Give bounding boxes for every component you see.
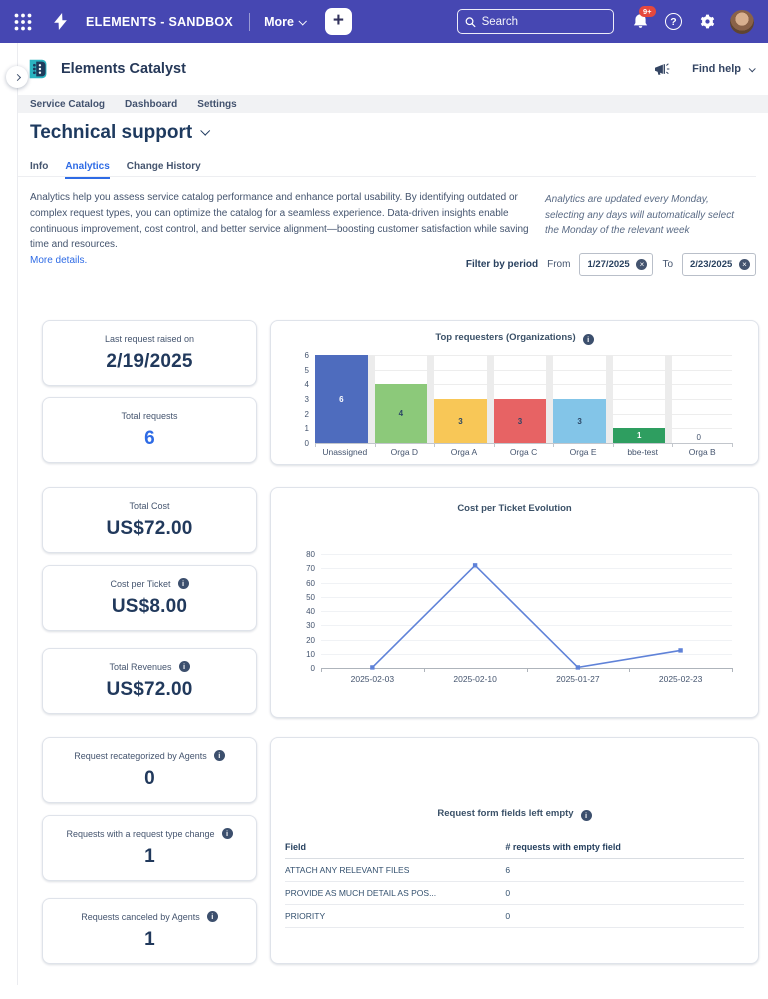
table-header-row — [285, 836, 744, 859]
info-icon[interactable]: i — [207, 911, 218, 922]
stat-card-cost-per-ticket — [42, 565, 257, 631]
stat-label: Total Revenues — [109, 661, 172, 672]
x-tick — [527, 668, 528, 672]
bar-Orga A[interactable] — [434, 399, 487, 443]
gear-icon — [698, 13, 715, 30]
grid-icon — [14, 13, 32, 31]
info-icon[interactable]: i — [214, 750, 225, 761]
bar-value-label: 3 — [517, 416, 523, 426]
stat-value: 6 — [144, 427, 155, 449]
app-nav-settings[interactable]: Settings — [197, 98, 237, 110]
x-tick-label: Orga D — [390, 447, 419, 457]
bar-value-label: 6 — [339, 394, 344, 404]
stat-value: US$8.00 — [111, 596, 188, 617]
stat-label: Total requests — [121, 410, 178, 421]
empty-count-cell: 0 — [505, 888, 511, 898]
y-tick-label: 30 — [306, 621, 315, 631]
x-tick-label: 2025-02-23 — [658, 674, 703, 684]
x-tick-label: Orga C — [509, 447, 538, 457]
chart-title-text: Cost per Ticket Evolution — [457, 503, 572, 514]
y-tick-label: 1 — [304, 424, 309, 434]
more-menu-button[interactable] — [264, 15, 305, 29]
column-header: Field — [285, 842, 307, 852]
x-tick-label: Orga A — [450, 447, 478, 457]
stat-label: Last request raised on — [104, 333, 195, 344]
bar-x-labels — [315, 447, 732, 457]
find-help-label: Find help — [692, 63, 741, 75]
info-icon[interactable]: i — [179, 661, 190, 672]
category-stripe — [427, 355, 434, 443]
bar-value-label: 1 — [636, 431, 642, 441]
to-date-input[interactable] — [690, 259, 739, 270]
update-schedule-note: Analytics are updated every Monday, selecting any days will automatically select the Monday of the relevant week — [545, 194, 734, 236]
stat-label: Cost per Ticket — [110, 578, 171, 589]
y-tick-label: 0 — [304, 439, 309, 448]
top-navigation-bar — [0, 0, 768, 43]
x-tick-label: 2025-01-27 — [556, 674, 600, 684]
line-chart-card — [270, 487, 759, 718]
create-button[interactable] — [325, 8, 352, 35]
chart-title-text: Request form fields left empty — [437, 808, 574, 819]
column-header: # requests with empty field — [505, 842, 621, 852]
empty-fields-table-card — [270, 737, 759, 964]
app-nav-dashboard[interactable]: Dashboard — [125, 98, 178, 110]
y-tick-label: 70 — [306, 564, 315, 574]
find-help-menu[interactable] — [654, 62, 754, 76]
bar-bbe-test[interactable] — [613, 428, 666, 443]
y-tick-label: 2 — [304, 409, 309, 419]
chevron-down-icon — [749, 65, 756, 72]
bar-chart-card — [270, 320, 759, 465]
y-tick-label: 3 — [304, 395, 309, 404]
app-nav-service-catalog[interactable]: Service Catalog — [30, 98, 106, 110]
more-details-link[interactable]: More details. — [30, 255, 88, 267]
stat-value: 0 — [144, 768, 155, 789]
table-row — [285, 882, 744, 905]
x-tick-label: bbe-test — [627, 447, 659, 457]
stat-card-canceled — [42, 898, 257, 964]
to-date-field[interactable] — [682, 253, 756, 276]
x-tick — [375, 443, 376, 447]
y-tick-label: 4 — [304, 380, 309, 390]
x-tick — [672, 443, 673, 447]
y-tick-label: 80 — [306, 550, 315, 559]
info-icon[interactable]: i — [583, 334, 594, 345]
data-point[interactable] — [576, 665, 580, 669]
bar-slot — [494, 355, 554, 443]
question-mark-icon: ? — [670, 15, 677, 28]
stat-value: US$72.00 — [106, 679, 193, 700]
elements-catalyst-logo — [26, 56, 52, 82]
field-name-cell: ATTACH ANY RELEVANT FILES — [285, 865, 410, 875]
field-name-cell: PROVIDE AS MUCH DETAIL AS POS... — [285, 888, 437, 898]
stat-card-recategorized — [42, 737, 257, 803]
help-button[interactable] — [665, 13, 682, 30]
bar-Unassigned[interactable] — [315, 355, 368, 443]
category-stripe — [546, 355, 553, 443]
x-tick — [315, 443, 316, 447]
table-row — [285, 859, 744, 882]
more-label: More — [264, 14, 294, 29]
tabs-divider — [18, 176, 756, 177]
y-tick-label: 0 — [310, 664, 315, 673]
page-title-dropdown[interactable] — [30, 122, 208, 144]
search-icon — [465, 16, 476, 28]
x-tick-label: Orga B — [688, 447, 716, 457]
clear-to-date-icon[interactable]: × — [739, 259, 750, 270]
y-tick-label: 10 — [306, 649, 315, 659]
tab-change-history[interactable]: Change History — [126, 161, 201, 172]
x-tick — [732, 668, 733, 672]
stat-label: Request recategorized by Agents — [74, 750, 207, 761]
empty-count-cell: 6 — [505, 865, 511, 875]
bar-slot — [672, 355, 732, 443]
bar-slot — [315, 355, 375, 443]
line-chart-plot — [306, 550, 732, 673]
category-stripe — [368, 355, 375, 443]
bar-slot — [434, 355, 494, 443]
stat-label: Total Cost — [129, 500, 170, 511]
y-tick-label: 20 — [306, 635, 315, 645]
stat-card-total-cost — [42, 487, 257, 553]
tab-analytics[interactable]: Analytics — [65, 161, 109, 179]
lightning-icon — [53, 13, 68, 30]
bar-value-label: 3 — [458, 416, 463, 426]
x-tick-label: Orga E — [569, 447, 597, 457]
line-series-svg — [321, 554, 732, 667]
expand-sidebar-button[interactable] — [6, 66, 28, 88]
x-tick — [494, 443, 495, 447]
sidebar-divider — [17, 43, 18, 985]
x-tick — [732, 443, 733, 447]
from-label: From — [547, 259, 571, 270]
line-chart-title — [271, 503, 758, 514]
app-switcher-icon[interactable] — [14, 13, 32, 31]
category-stripe — [487, 355, 494, 443]
info-icon[interactable]: i — [581, 810, 592, 821]
stat-value: 1 — [144, 929, 155, 950]
tab-info[interactable]: Info — [30, 161, 49, 172]
x-tick-label: 2025-02-03 — [350, 674, 395, 684]
data-point[interactable] — [370, 665, 374, 669]
x-tick — [553, 443, 554, 447]
x-tick — [434, 443, 435, 447]
bar-chart-title — [271, 332, 758, 345]
x-tick-label: 2025-02-10 — [453, 674, 497, 684]
category-stripe — [606, 355, 613, 443]
to-label: To — [662, 259, 673, 270]
stat-card-last-request — [42, 320, 257, 386]
search-input[interactable] — [482, 16, 606, 28]
global-search[interactable] — [457, 9, 614, 34]
notifications-button[interactable] — [632, 6, 652, 30]
y-tick-label: 5 — [304, 365, 309, 375]
bar-Orga D[interactable] — [375, 384, 428, 443]
user-avatar[interactable] — [730, 10, 754, 34]
bar-slot — [375, 355, 435, 443]
bar-Orga C[interactable] — [494, 399, 547, 443]
info-icon[interactable]: i — [178, 578, 189, 589]
nav-divider — [249, 13, 250, 31]
chevron-down-icon — [298, 17, 306, 25]
stat-card-total-revenues — [42, 648, 257, 714]
y-tick-label: 40 — [306, 607, 315, 616]
table-title — [271, 808, 758, 821]
y-tick-label: 60 — [306, 578, 315, 588]
category-stripe — [665, 355, 672, 443]
x-tick — [629, 668, 630, 672]
settings-button[interactable] — [698, 13, 715, 30]
data-point[interactable] — [473, 563, 477, 567]
stat-card-type-change — [42, 815, 257, 881]
info-icon[interactable]: i — [222, 828, 233, 839]
x-tick — [321, 668, 322, 672]
bar-value-label: 3 — [577, 416, 582, 426]
app-title: Elements Catalyst — [61, 61, 186, 77]
stat-value: US$72.00 — [106, 517, 193, 539]
stat-label: Requests with a request type change — [66, 828, 215, 839]
from-date-field[interactable] — [579, 253, 653, 276]
data-point[interactable] — [678, 648, 682, 652]
bar-slot — [613, 355, 673, 443]
chevron-down-icon — [200, 126, 210, 136]
stat-value: 1 — [144, 846, 155, 867]
bar-slot — [553, 355, 613, 443]
chevron-right-icon — [13, 73, 20, 80]
stat-label: Requests canceled by Agents — [81, 911, 200, 922]
from-date-input[interactable] — [587, 259, 636, 270]
app-nav — [18, 95, 768, 113]
period-filter — [466, 253, 756, 276]
app-header — [18, 43, 768, 95]
line-series — [372, 565, 680, 667]
bar-value-label: 4 — [398, 409, 404, 419]
x-axis-line — [315, 443, 732, 444]
product-title: ELEMENTS - SANDBOX — [86, 14, 234, 29]
x-tick-label: Unassigned — [322, 447, 368, 457]
plus-icon: + — [332, 10, 344, 31]
line-x-labels — [321, 674, 732, 684]
site-logo-bolt-icon[interactable] — [48, 10, 72, 34]
stat-card-total-requests — [42, 397, 257, 463]
empty-count-cell: 0 — [505, 911, 511, 921]
analytics-description — [30, 190, 539, 270]
y-tick-label: 50 — [306, 592, 315, 602]
bar-chart-plot — [304, 351, 732, 448]
megaphone-icon — [654, 62, 670, 76]
stat-value: 2/19/2025 — [106, 350, 193, 372]
field-name-cell: PRIORITY — [285, 911, 326, 921]
notification-count-badge: 9+ — [639, 6, 656, 17]
bar-value-label: 0 — [696, 433, 701, 442]
chart-title-text: Top requesters (Organizations) — [435, 332, 576, 343]
x-tick — [613, 443, 614, 447]
y-tick-label: 6 — [304, 351, 309, 360]
x-tick — [424, 668, 425, 672]
bar-Orga E[interactable] — [553, 399, 606, 443]
filter-label: Filter by period — [465, 259, 539, 270]
bar-slots — [315, 355, 732, 443]
page-title: Technical support — [30, 122, 193, 143]
table-row — [285, 905, 744, 928]
clear-from-date-icon[interactable]: × — [636, 259, 647, 270]
empty-fields-table — [285, 836, 744, 928]
description-text: Analytics help you assess service catalog performance and enhance portal usability. By identifying outdated or complex request types, you can optimize the catalog for a seamless experience. Data-driven insights enable continuous improvement, cost control, and better service alignment—boosting customer satisfaction while saving time and resources. — [30, 192, 529, 251]
